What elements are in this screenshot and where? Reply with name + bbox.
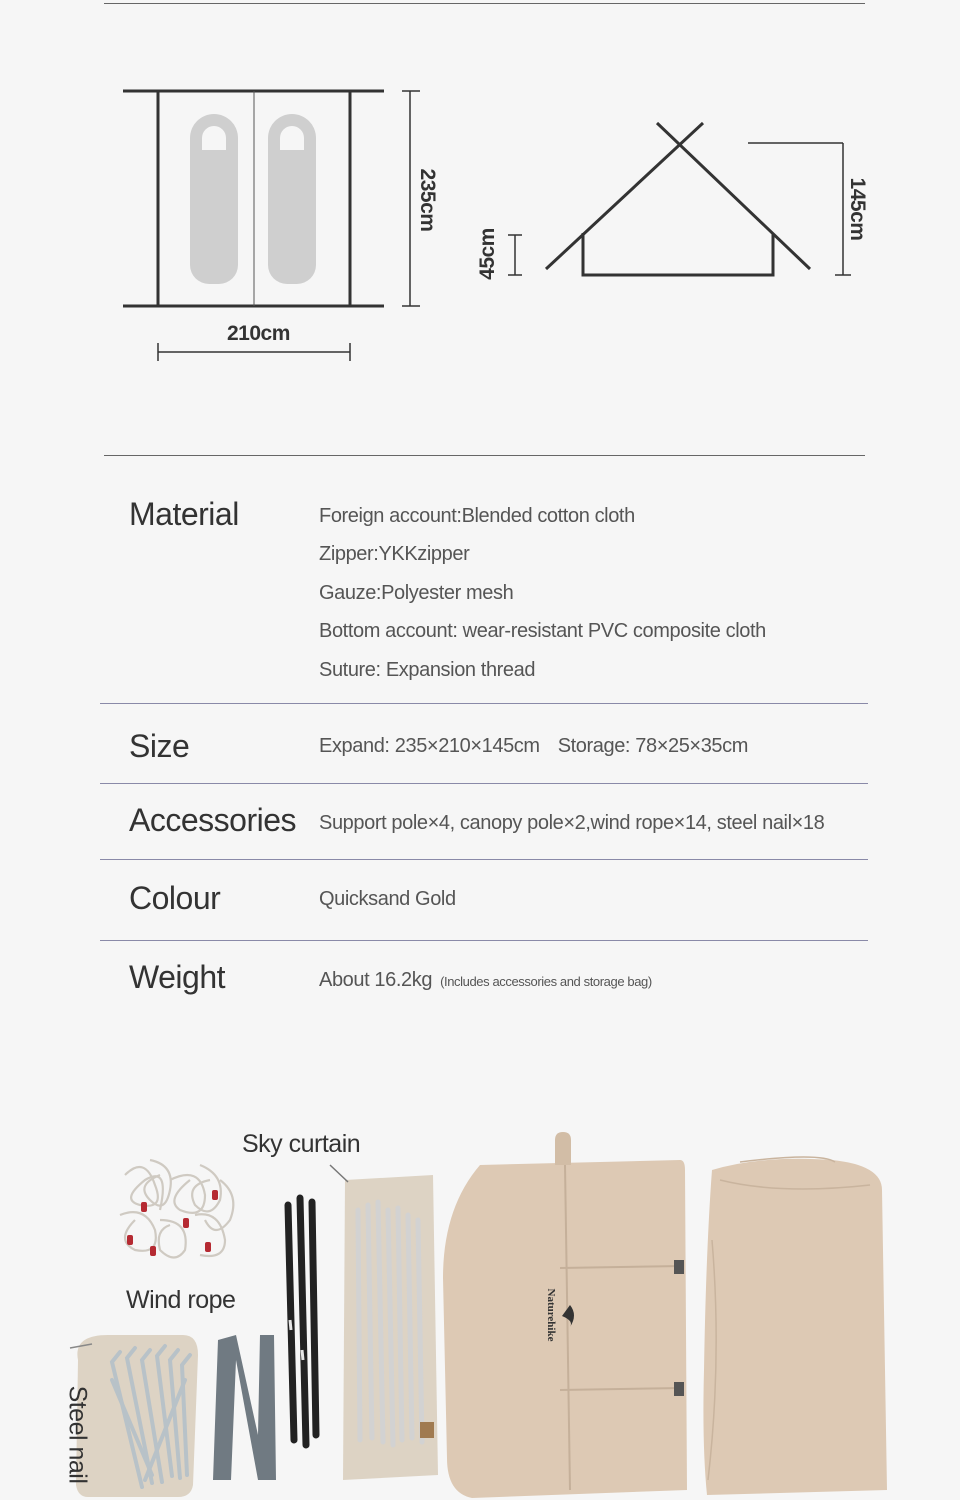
weight-note: (Includes accessories and storage bag): [440, 974, 652, 989]
spec-value: [319, 735, 748, 758]
sky-curtain-label: Sky curtain: [242, 1130, 361, 1158]
width-dimension-label: 210cm: [227, 322, 290, 345]
section-divider: [104, 455, 865, 456]
weight-value: About 16.2kg: [319, 969, 433, 991]
spec-value: Support pole×4, canopy pole×2,wind rope×14, steel nail×18: [319, 812, 825, 834]
spec-key: Size: [129, 728, 190, 764]
spec-value: Zipper:YKKzipper: [319, 543, 470, 565]
peak-height-label: 145cm: [846, 177, 869, 241]
spec-row-size: [100, 704, 868, 784]
length-dimension-label: 235cm: [416, 168, 439, 232]
size-expand: Expand: 235×210×145cm: [319, 735, 540, 757]
spec-value: Bottom account: wear-resistant PVC composite cloth: [319, 620, 766, 642]
spec-key: Material: [129, 496, 239, 532]
wind-rope-label: Wind rope: [126, 1286, 236, 1314]
wind-rope-icon: [120, 1160, 233, 1258]
spec-row-accessories: [100, 784, 868, 860]
spec-row-weight: [100, 941, 868, 1021]
side-elevation-diagram: [500, 115, 870, 285]
brand-logo-text: Naturehike: [545, 1288, 557, 1342]
spec-key: Colour: [129, 880, 221, 916]
spec-key: Weight: [129, 959, 226, 995]
spec-value: Quicksand Gold: [319, 888, 456, 910]
spec-value: Gauze:Polyester mesh: [319, 582, 514, 604]
tent-roll-icon: [703, 1159, 887, 1495]
size-storage: Storage: 78×25×35cm: [557, 735, 749, 757]
spec-key: Accessories: [129, 802, 296, 838]
steel-nail-label: Steel nail: [63, 1385, 92, 1484]
spec-row-material: [100, 490, 868, 704]
spec-value: Suture: Expansion thread: [319, 659, 536, 681]
spec-row-colour: [100, 860, 868, 940]
black-pole-icon: [288, 1198, 316, 1445]
spec-value: Foreign account:Blended cotton cloth: [319, 505, 635, 527]
strap-icon: [213, 1335, 276, 1480]
spec-value: [319, 969, 652, 992]
top-divider: [104, 3, 865, 4]
wall-height-label: 45cm: [476, 228, 499, 280]
